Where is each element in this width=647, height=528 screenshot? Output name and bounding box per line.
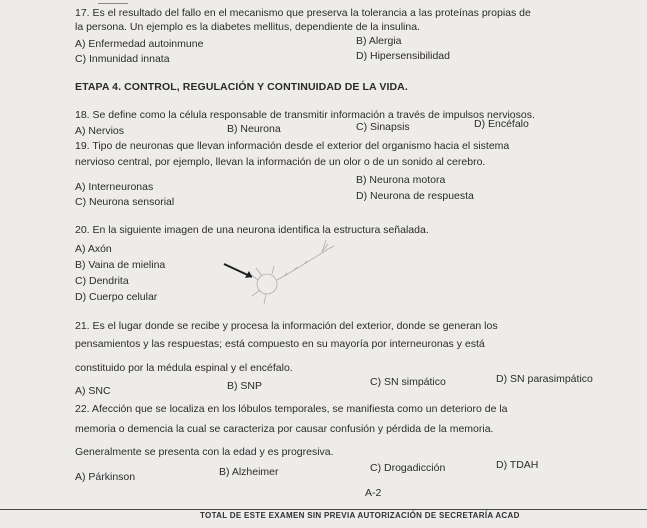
q20-option-c: C) Dendrita: [75, 275, 129, 287]
q22-option-b: B) Alzheimer: [219, 466, 279, 478]
q21-option-c: C) SN simpático: [370, 376, 446, 388]
q20-line1: 20. En la siguiente imagen de una neurona identifica la estructura señalada.: [75, 224, 429, 236]
q22-line2: memoria o demencia la cual se caracteriza por causar confusión y pérdida de la memoria.: [75, 423, 494, 435]
q20-option-b: B) Vaina de mielina: [75, 259, 166, 271]
neuron-sketch: [222, 236, 342, 316]
q19-option-a: A) Interneuronas: [75, 181, 154, 193]
q20-option-d: D) Cuerpo celular: [75, 291, 158, 303]
neuron-cell-body: [257, 274, 277, 294]
q21-option-b: B) SNP: [227, 380, 263, 392]
page-number: A-2: [365, 487, 382, 499]
neuron-dendrites: [250, 266, 274, 304]
q19-line1: 19. Tipo de neuronas que llevan información desde el exterior del organismo hacia el sistema: [75, 140, 510, 152]
q21-option-d: D) SN parasimpático: [496, 373, 593, 385]
neuron-terminal: [322, 240, 334, 252]
q22-line1: 22. Afección que se localiza en los lóbulos temporales, se manifiesta como un deterioro de la: [75, 403, 508, 415]
q18-option-c: C) Sinapsis: [356, 121, 410, 133]
q21-line3: constituido por la médula espinal y el encéfalo.: [75, 362, 293, 374]
q19-option-d: D) Neurona de respuesta: [356, 190, 474, 202]
q20-option-a: A) Axón: [75, 243, 112, 255]
top-edge-mark: [98, 0, 128, 4]
q17-line1: 17. Es el resultado del fallo en el mecanismo que preserva la tolerancia a las proteínas propias de: [75, 7, 531, 19]
q21-option-a: A) SNC: [75, 385, 111, 397]
q17-option-d: D) Hipersensibilidad: [356, 50, 450, 62]
q22-option-c: C) Drogadicción: [370, 462, 446, 474]
q19-option-b: B) Neurona motora: [356, 174, 446, 186]
q17-line2: la persona. Un ejemplo es la diabetes mellitus, dependiente de la insulina.: [75, 21, 420, 33]
q19-option-c: C) Neurona sensorial: [75, 196, 175, 208]
footer-notice: TOTAL DE ESTE EXAMEN SIN PREVIA AUTORIZACIÓN DE SECRETARÍA ACAD: [200, 511, 520, 520]
footer-divider: [0, 509, 647, 510]
q18-option-b: B) Neurona: [227, 123, 281, 135]
q21-line2: pensamientos y las respuestas; está compuesto en su mayoría por interneuronas y está: [75, 338, 485, 350]
section-title: ETAPA 4. CONTROL, REGULACIÓN Y CONTINUIDAD DE LA VIDA.: [75, 81, 408, 93]
q22-option-a: A) Párkinson: [75, 471, 136, 483]
q22-line3: Generalmente se presenta con la edad y es progresiva.: [75, 446, 334, 458]
q18-option-d: D) Encéfalo: [474, 118, 529, 130]
q18-option-a: A) Nervios: [75, 125, 125, 137]
q17-option-c: C) Inmunidad innata: [75, 53, 170, 65]
q17-option-a: A) Enfermedad autoinmune: [75, 38, 204, 50]
q18-line1: 18. Se define como la célula responsable de transmitir información a través de impulsos nerviosos.: [75, 109, 535, 121]
q21-line1: 21. Es el lugar donde se recibe y procesa la información del exterior, donde se generan los: [75, 320, 498, 332]
q17-option-b: B) Alergia: [356, 35, 402, 47]
q19-line2: nervioso central, por ejemplo, llevan la información de un olor o de un sonido al cerebro.: [75, 156, 486, 168]
q22-option-d: D) TDAH: [496, 459, 539, 471]
